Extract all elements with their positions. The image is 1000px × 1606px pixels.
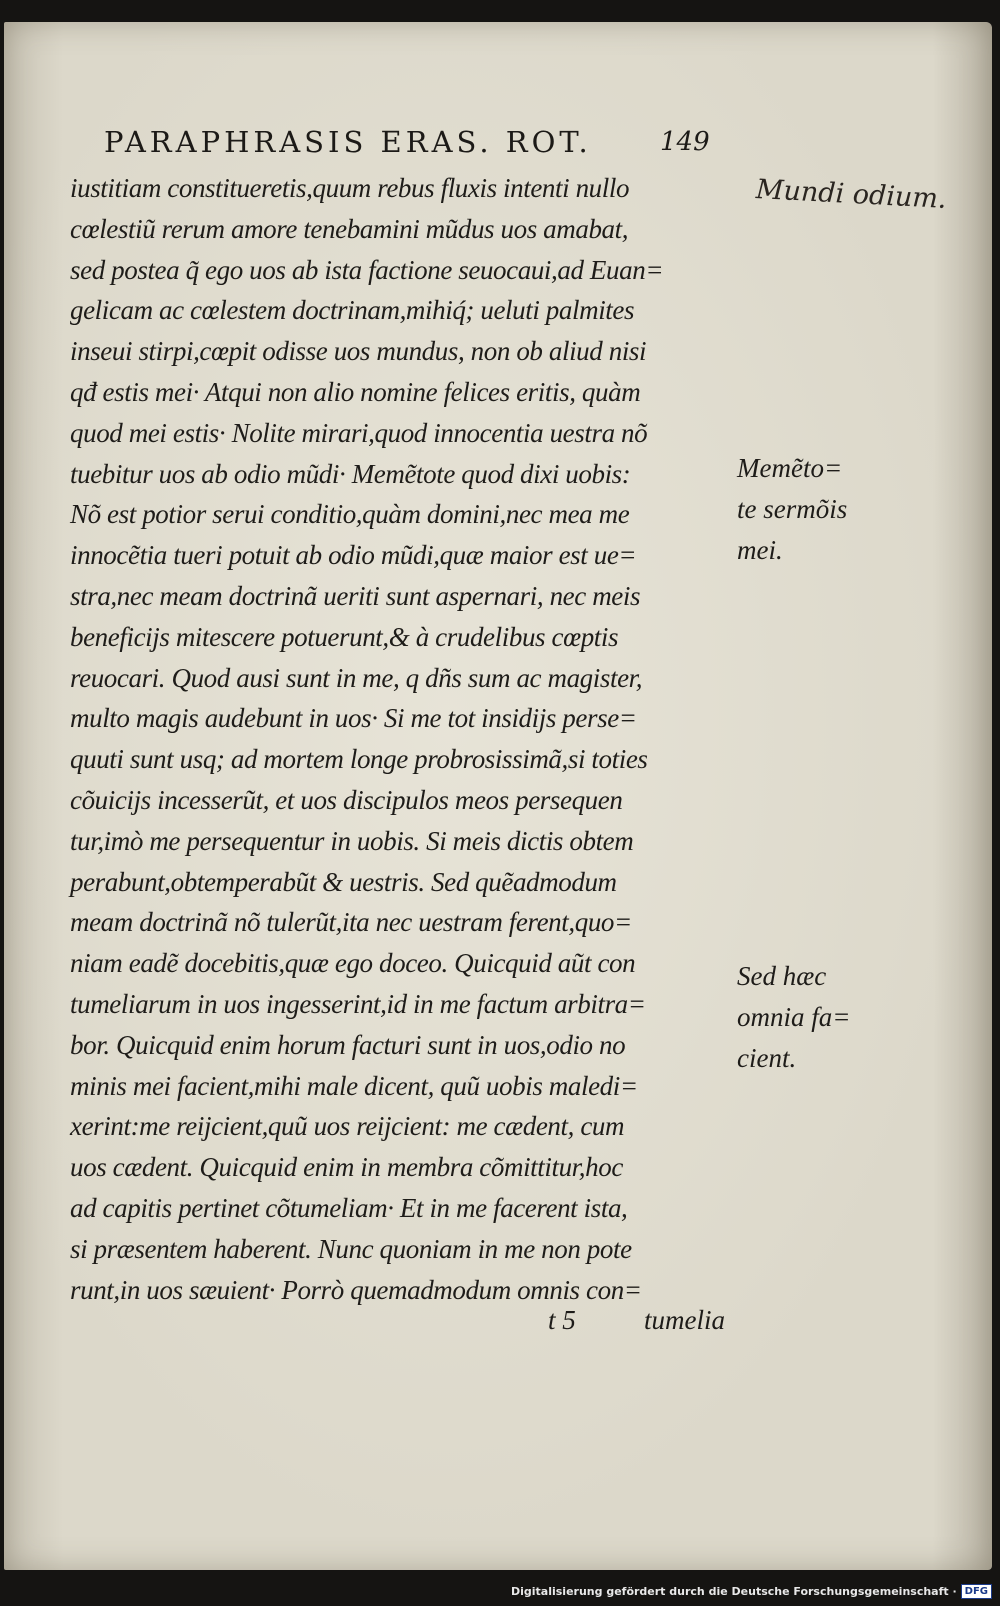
margin-note [737, 956, 850, 1078]
signature-mark: t 5 [548, 1305, 576, 1335]
text-line: bor. Quicquid enim horum facturi sunt in uos,odio no [70, 1029, 626, 1060]
text-line: tur,imò me persequentur in uobis. Si meis dictis obtem [70, 825, 634, 856]
book-page [4, 22, 992, 1570]
text-line: inseui stirpi,cœpit odisse uos mundus, non ob aliud nisi [70, 336, 647, 367]
text-line: runt,in uos sæuient· Porrò quemadmodum omnis con= [70, 1274, 642, 1305]
body-text [70, 168, 750, 1310]
text-line: innocẽtia tueri potuit ab odio mũdi,quæ maior est ue= [70, 540, 637, 571]
margin-note [737, 448, 847, 570]
text-line: stra,nec meam doctrinã ueriti sunt aspernari, nec meis [70, 580, 641, 611]
text-line: multo magis audebunt in uos· Si me tot insidijs perse= [70, 703, 637, 734]
text-line: tumeliarum in uos ingesserint,id in me factum arbitra= [70, 988, 646, 1019]
text-line: cœlestiũ rerum amore tenebamini mũdus uos amabat, [70, 213, 629, 244]
text-line: si præsentem haberent. Nunc quoniam in me non pote [70, 1233, 632, 1264]
catchword: tumelia [644, 1305, 725, 1335]
margin-note-line: cient. [737, 1042, 797, 1073]
text-line: qđ estis mei· Atqui non alio nomine felices eritis, quàm [70, 376, 641, 407]
text-line: perabunt,obtemperabũt & uestris. Sed quẽadmodum [70, 866, 617, 897]
handwritten-margin-note: Mundi odium. [755, 174, 948, 215]
text-line: minis mei facient,mihi male dicent, quũ uobis maledi= [70, 1070, 638, 1101]
text-line: sed postea q̃ ego uos ab ista factione seuocaui,ad Euan= [70, 254, 664, 285]
text-line: ad capitis pertinet cõtumeliam· Et in me facerent ista, [70, 1192, 628, 1223]
text-line: meam doctrinã nõ tulerũt,ita nec uestram ferent,quo= [70, 907, 632, 938]
text-line: quod mei estis· Nolite mirari,quod innocentia uestra nõ [70, 417, 648, 448]
text-line: reuocari. Quod ausi sunt in me, q dñs sum ac magister, [70, 662, 643, 693]
credit-text: Digitalisierung gefördert durch die Deutsche Forschungsgemeinschaft · [510, 1584, 957, 1598]
margin-note-line: mei. [737, 534, 783, 565]
text-line: gelicam ac cœlestem doctrinam,mihiq́; ueluti palmites [70, 295, 635, 326]
text-line: cõuicijs incesserũt, et uos discipulos meos persequen [70, 784, 623, 815]
text-line: xerint:me reijcient,quũ uos reijcient: me cædent, cum [70, 1111, 625, 1142]
running-head [104, 125, 724, 169]
dfg-logo: DFG [961, 1584, 992, 1599]
page-number: 149 [660, 127, 710, 157]
text-line: niam eadẽ docebitis,quæ ego doceo. Quicquid aũt con [70, 948, 636, 979]
digitization-credit [511, 1580, 992, 1602]
text-line: iustitiam constitueretis,quum rebus fluxis intenti nullo [70, 173, 630, 203]
text-line: uos cædent. Quicquid enim in membra cõmittitur,hoc [70, 1152, 623, 1183]
text-line: beneficijs mitescere potuerunt,& à crudelibus cœptis [70, 621, 619, 652]
margin-note-line: te sermõis [737, 493, 848, 524]
text-line: Nõ est potior serui conditio,quàm domini,nec mea me [70, 499, 630, 530]
margin-note-line: omnia fa= [737, 1001, 851, 1032]
text-line: tuebitur uos ab odio mũdi· Memẽtote quod dixi uobis: [70, 458, 631, 489]
running-head-title: PARAPHRASIS ERAS. ROT. [104, 125, 592, 159]
margin-note-line: Sed hæc [737, 961, 827, 991]
text-line: quuti sunt usq; ad mortem longe probrosissimã,si toties [70, 744, 648, 775]
page-foot [70, 1305, 750, 1345]
margin-note-line: Memẽto= [737, 453, 843, 483]
